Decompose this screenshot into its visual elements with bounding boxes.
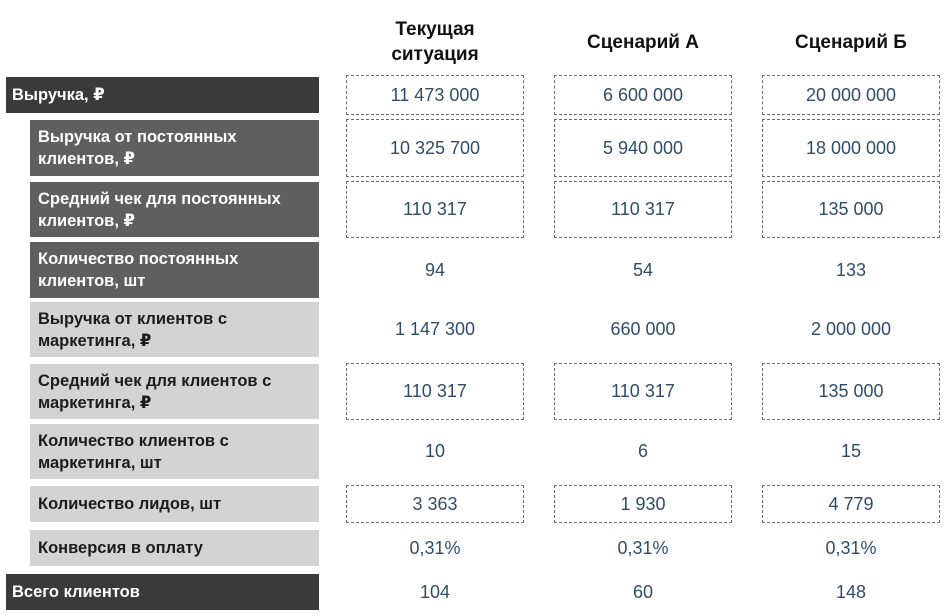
column-header-line: Сценарий А bbox=[587, 31, 699, 53]
value-cell: 5 940 000 bbox=[554, 119, 732, 177]
value-cell: 0,31% bbox=[825, 537, 877, 558]
value-cell: 133 bbox=[835, 259, 867, 280]
column-header-line: Текущая bbox=[395, 19, 475, 40]
value-cell: 0,31% bbox=[617, 537, 669, 558]
row-label-text: Выручка от клиентов с маркетинга, ₽ bbox=[38, 309, 228, 350]
value-cell: 135 000 bbox=[762, 181, 940, 238]
value-cell: 15 bbox=[840, 441, 862, 461]
value-cell: 110 317 bbox=[346, 363, 524, 420]
row-label-marketing-count bbox=[30, 424, 319, 479]
row-label-text: Средний чек для постоянных клиентов, ₽ bbox=[38, 189, 281, 230]
row-label-text: Конверсия в оплату bbox=[38, 539, 203, 557]
row-label-conversion bbox=[30, 530, 319, 566]
row-label-text: Количество лидов, шт bbox=[38, 495, 222, 513]
value-cell: 3 363 bbox=[346, 485, 524, 523]
value-cell: 110 317 bbox=[346, 181, 524, 238]
value-cell: 10 bbox=[424, 441, 446, 461]
row-label-text: Выручка от постоянных клиентов, ₽ bbox=[38, 128, 237, 168]
value-cell: 60 bbox=[632, 581, 654, 602]
value-cell: 660 000 bbox=[610, 319, 676, 339]
value-cell: 104 bbox=[419, 581, 451, 602]
row-label-marketing-avg-check bbox=[30, 364, 319, 419]
value-cell: 135 000 bbox=[762, 363, 940, 420]
value-cell: 148 bbox=[835, 581, 867, 602]
row-label-marketing-revenue bbox=[30, 302, 319, 357]
column-header-current bbox=[346, 14, 524, 70]
value-cell: 4 779 bbox=[762, 485, 940, 523]
value-cell: 6 bbox=[637, 441, 648, 461]
row-label-leads-count bbox=[30, 486, 319, 522]
row-label-total-clients bbox=[6, 574, 319, 610]
row-label-regular-avg-check bbox=[30, 182, 319, 237]
row-label-regular-count bbox=[30, 242, 319, 298]
value-cell: 2 000 000 bbox=[810, 319, 892, 339]
value-cell: 10 325 700 bbox=[346, 119, 524, 177]
row-label-text: Средний чек для клиентов с маркетинга, ₽ bbox=[38, 371, 272, 412]
column-header-scenario-a bbox=[554, 14, 732, 70]
value-cell: 6 600 000 bbox=[554, 75, 732, 115]
value-cell: 110 317 bbox=[554, 363, 732, 420]
column-header-line: ситуация bbox=[391, 44, 479, 65]
row-label-text: Всего клиентов bbox=[12, 583, 140, 601]
value-cell: 0,31% bbox=[409, 537, 461, 558]
row-label-text: Количество постоянных клиентов, шт bbox=[38, 250, 239, 290]
value-cell: 20 000 000 bbox=[762, 75, 940, 115]
column-header-scenario-b bbox=[762, 14, 940, 70]
value-cell: 1 930 bbox=[554, 485, 732, 523]
column-header-line: Сценарий Б bbox=[795, 31, 907, 53]
row-label-regular-revenue bbox=[30, 120, 319, 176]
value-cell: 54 bbox=[632, 259, 654, 280]
value-cell: 11 473 000 bbox=[346, 75, 524, 115]
value-cell: 18 000 000 bbox=[762, 119, 940, 177]
value-cell: 94 bbox=[424, 259, 446, 280]
value-cell: 110 317 bbox=[554, 181, 732, 238]
row-label-revenue bbox=[6, 77, 319, 113]
row-label-text: Количество клиентов с маркетинга, шт bbox=[38, 431, 229, 472]
row-label-text: Выручка, ₽ bbox=[12, 86, 105, 104]
value-cell: 1 147 300 bbox=[394, 319, 476, 339]
